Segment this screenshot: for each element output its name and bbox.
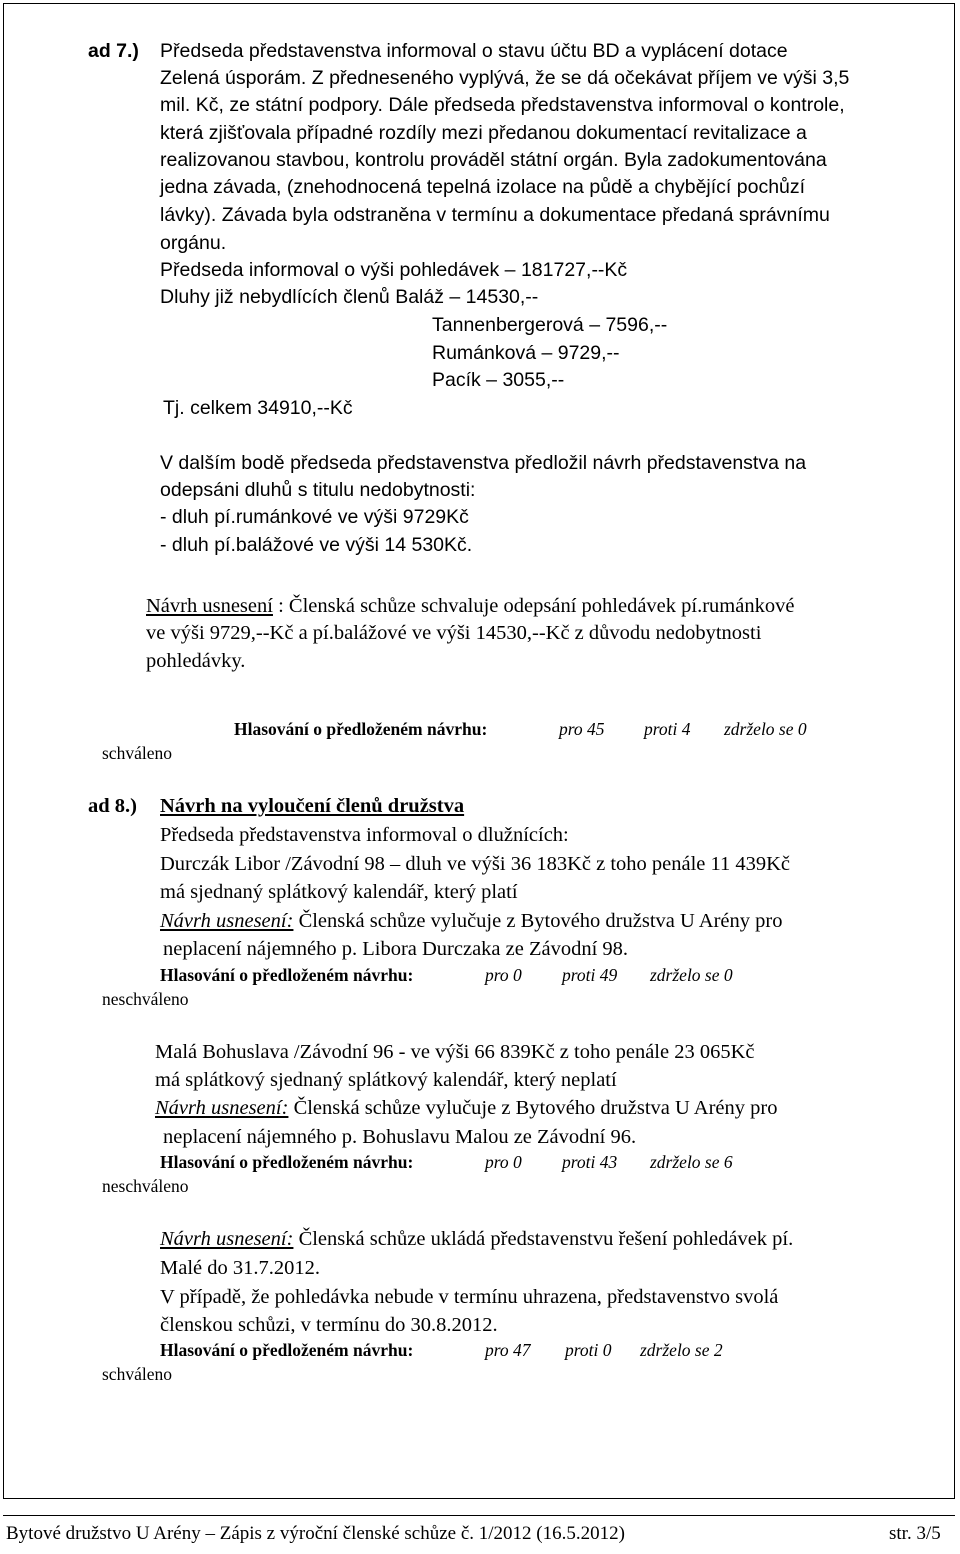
- case1-line-1: Durczák Libor /Závodní 98 – dluh ve výši 36 183Kč z toho penále 11 439Kč: [160, 853, 791, 875]
- vote-abstain: zdrželo se 2: [640, 1340, 723, 1360]
- case2-resolution-cont: neplacení nájemného p. Bohuslavu Malou ze Závodní 96.: [163, 1126, 637, 1148]
- vote-result-case2: neschváleno: [102, 1176, 189, 1196]
- case3-line-2: V případě, že pohledávka nebude v termínu uhrazena, představenstvo svolá: [160, 1286, 779, 1308]
- page-footer: [3, 1515, 955, 1516]
- case1-line-2: má sjednaný splátkový kalendář, který platí: [160, 881, 518, 903]
- debtor-item: Tannenbergerová – 7596,--: [432, 314, 668, 336]
- vote-label: Hlasování o předloženém návrhu:: [160, 965, 414, 985]
- vote-pro: pro 0: [485, 1152, 522, 1172]
- ad7-line-5: realizovanou stavbou, kontrolu prováděl státní orgán. Byla zadokumentována: [160, 149, 827, 171]
- case2-resolution: [155, 1095, 777, 1122]
- proposal-line-4: - dluh pí.balážové ve výši 14 530Kč.: [160, 534, 473, 556]
- vote-case3: [160, 1339, 780, 1361]
- section-number-ad7: ad 7.): [88, 40, 139, 62]
- ad7-line-3: mil. Kč, ze státní podpory. Dále předseda představenstva informoval o kontrole,: [160, 94, 845, 116]
- resolution-text: Členská schůze vylučuje z Bytového družstva U Arény pro: [288, 1097, 778, 1119]
- vote-pro: pro 47: [485, 1340, 531, 1360]
- vote-abstain: zdrželo se 6: [650, 1152, 733, 1172]
- case2-line-1: Malá Bohuslava /Závodní 96 - ve výši 66 839Kč z toho penále 23 065Kč: [155, 1041, 755, 1063]
- vote-result-case3: schváleno: [102, 1364, 172, 1384]
- proposal-line-2: odepsáni dluhů s titulu nedobytnosti:: [160, 479, 476, 501]
- section-title-ad8: Návrh na vyloučení členů družstva: [160, 795, 465, 817]
- resolution-line-1: [146, 593, 794, 620]
- vote-result-case1: neschváleno: [102, 989, 189, 1009]
- resolution-text: Členská schůze ukládá představenstvu řešení pohledávek pí.: [293, 1228, 794, 1250]
- resolution-label: Návrh usnesení:: [155, 1097, 289, 1119]
- vote-abstain: zdrželo se 0: [724, 719, 807, 739]
- vote-case1: [160, 964, 780, 986]
- ad7-line-8: orgánu.: [160, 232, 227, 254]
- ad7-line-4: která zjišťovala případné rozdíly mezi předanou dokumentací revitalizace a: [160, 122, 807, 144]
- vote-label: Hlasování o předloženém návrhu:: [160, 1152, 414, 1172]
- resolution-text: : Členská schůze schvaluje odepsání pohledávek pí.rumánkové: [272, 595, 795, 617]
- case1-resolution: [160, 908, 782, 935]
- ad7-line-1: Předseda představenstva informoval o stavu účtu BD a vyplácení dotace: [160, 40, 788, 62]
- page-number: str. 3/5: [889, 1523, 941, 1544]
- debts-intro: Dluhy již nebydlících členů Baláž – 14530,--: [160, 286, 539, 308]
- vote-proti: proti 0: [565, 1340, 612, 1360]
- vote-label: Hlasování o předloženém návrhu:: [160, 1340, 414, 1360]
- ad7-line-6: jedna závada, (znehodnocená tepelná izolace na půdě a chybějící pochůzí: [160, 176, 806, 198]
- ad8-intro: Předseda představenstva informoval o dlužnících:: [160, 824, 569, 846]
- vote-proti: proti 4: [644, 719, 691, 739]
- footer-text: Bytové družstvo U Arény – Zápis z výroční členské schůze č. 1/2012 (16.5.2012): [6, 1523, 625, 1544]
- resolution-line-2: ve výši 9729,--Kč a pí.balážové ve výši 14530,--Kč z důvodu nedobytnosti: [146, 622, 762, 644]
- case3-resolution: [160, 1226, 793, 1253]
- proposal-line-3: - dluh pí.rumánkové ve výši 9729Kč: [160, 506, 469, 528]
- debtor-item: Pacík – 3055,--: [432, 369, 565, 391]
- case3-line-1: Malé do 31.7.2012.: [160, 1257, 320, 1279]
- resolution-label: Návrh usnesení: [146, 595, 273, 617]
- debts-total: Tj. celkem 34910,--Kč: [163, 397, 353, 419]
- receivables-line: Předseda informoval o výši pohledávek – 181727,--Kč: [160, 259, 628, 281]
- vote-abstain: zdrželo se 0: [650, 965, 733, 985]
- vote-proti: proti 43: [562, 1152, 618, 1172]
- vote-label: Hlasování o předloženém návrhu:: [234, 719, 488, 739]
- ad7-line-7: lávky). Závada byla odstraněna v termínu a dokumentace předaná správnímu: [160, 204, 830, 226]
- resolution-label: Návrh usnesení:: [160, 910, 294, 932]
- vote-pro: pro 45: [559, 719, 605, 739]
- resolution-line-3: pohledávky.: [146, 650, 246, 672]
- section-number-ad8: ad 8.): [88, 795, 137, 817]
- ad7-line-2: Zelená úsporám. Z předneseného vyplývá, že se dá očekávat příjem ve výši 3,5: [160, 67, 850, 89]
- proposal-line-1: V dalším bodě předseda představenstva předložil návrh představenstva na: [160, 452, 807, 474]
- vote-case2: [160, 1151, 780, 1173]
- vote-ad7: [234, 718, 854, 740]
- case1-resolution-cont: neplacení nájemného p. Libora Durczaka ze Závodní 98.: [163, 938, 629, 960]
- vote-proti: proti 49: [562, 965, 618, 985]
- debtor-item: Rumánková – 9729,--: [432, 342, 620, 364]
- vote-result-ad7: schváleno: [102, 743, 172, 763]
- resolution-label: Návrh usnesení:: [160, 1228, 294, 1250]
- vote-pro: pro 0: [485, 965, 522, 985]
- resolution-text: Členská schůze vylučuje z Bytového družstva U Arény pro: [293, 910, 783, 932]
- case3-line-3: členskou schůzi, v termínu do 30.8.2012.: [160, 1314, 498, 1336]
- case2-line-2: má splátkový sjednaný splátkový kalendář, který neplatí: [155, 1069, 617, 1091]
